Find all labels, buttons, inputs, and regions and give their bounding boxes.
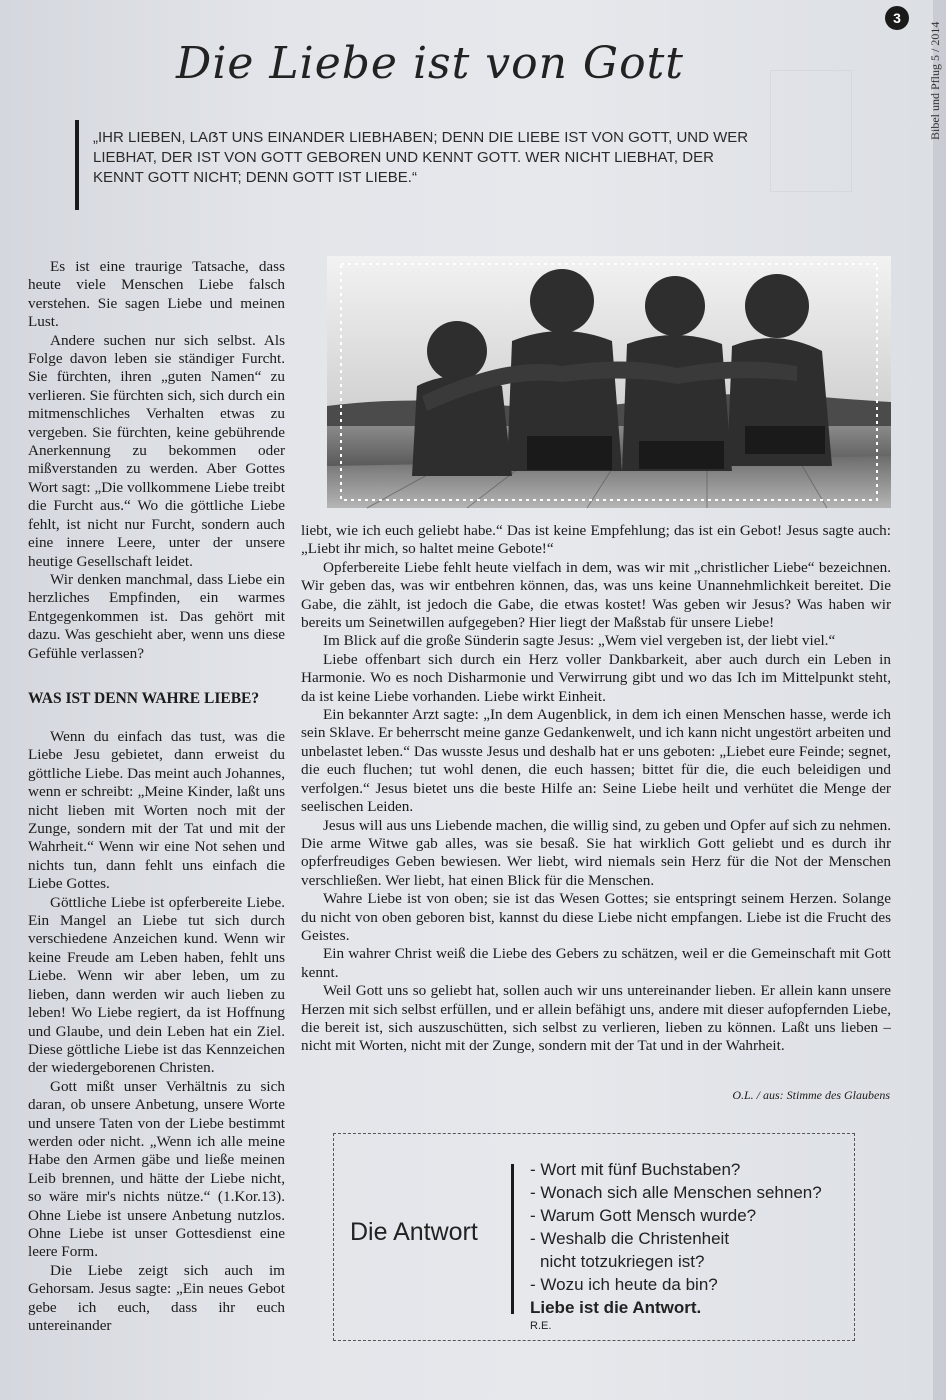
paragraph: Ein wahrer Christ weiß die Liebe des Gebers zu schätzen, weil er die Gemeinschaft mit Gott kennt. bbox=[301, 945, 891, 981]
article-title: Die Liebe ist von Gott bbox=[176, 38, 684, 89]
section-heading: WAS IST DENN WAHRE LIEBE? bbox=[28, 690, 260, 707]
answer-box-list bbox=[530, 1158, 850, 1333]
column-left-bottom bbox=[28, 728, 285, 1335]
paragraph: Liebe offenbart sich durch ein Herz voller Dankbarkeit, aber auch durch ein Leben in Harmonie. Wo es noch Disharmonie und Verwirrung gibt und wo das Ich im Mittelpunkt steht, da ist keine Liebe vorhanden. Liebe wirkt Einheit. bbox=[301, 650, 891, 705]
paragraph: Die Liebe zeigt sich auch im Gehorsam. Jesus sagte: „Ein neues Gebot gebe ich euch, dass ihr euch untereinander bbox=[28, 1261, 285, 1334]
paragraph: Göttliche Liebe ist opferbereite Liebe. Ein Mangel an Liebe tut sich durch verschiedene Anzeichen kund. Wenn wir keine Freude am Leben haben, fehlt uns Liebe. Wenn wir aber leben, um zu lieben, dann werden wir auch lieben zu leben! Wo Liebe regiert, da ist Hoffnung und Glaube, und dein Leben hat ein Ziel. Diese göttliche Liebe ist das Kennzeichen der wiedergeborenen Christen. bbox=[28, 893, 285, 1077]
article-attribution: O.L. / aus: Stimme des Glaubens bbox=[732, 1088, 890, 1102]
list-item: - Weshalb die Christenheit bbox=[530, 1229, 730, 1248]
page-number-badge: 3 bbox=[885, 6, 909, 30]
paragraph: Im Blick auf die große Sünderin sagte Jesus: „Wem viel vergeben ist, der liebt viel.“ bbox=[323, 632, 836, 650]
answer-box-title: Die Antwort bbox=[350, 1218, 478, 1246]
paragraph: Es ist eine traurige Tatsache, dass heute viele Menschen Liebe falsch verstehen. Sie sagen Liebe und meinen Lust. bbox=[28, 258, 285, 331]
lead-quote bbox=[75, 120, 753, 210]
paragraph: Ein bekannter Arzt sagte: „In dem Augenblick, in dem ich einen Menschen hasse, werde ich sein Sklave. Er beherrscht meine ganze Gedankenwelt, und ich kann nicht ungestört arbeiten und unbelastet leben.“ Das wusste Jesus und deshalb hat er uns geboten: „Liebet eure Feinde; segnet, die euch fluchen; tut wohl denen, die euch hassen; bittet für die, die euch beleidigen und verfolgen.“ Jesus bietet uns die beste Hilfe an: Seine Liebe heilt und verhütet die Menge der seelischen Leiden. bbox=[301, 706, 892, 816]
answer-box-divider bbox=[511, 1164, 514, 1314]
list-item: nicht totzukriegen ist? bbox=[540, 1252, 705, 1271]
list-item: - Wozu ich heute da bin? bbox=[530, 1275, 718, 1294]
paragraph: Andere suchen nur sich selbst. Als Folge davon leben sie ständiger Furcht. Sie fürchten, ihren „guten Namen“ zu verlieren. Sie fürchten sich, sich durch ein mitmenschliches Verhalten etwas zu vergeben. Sie fürchten, keine gebührende Anerkennung zu bekommen oder mißverstanden zu werden. Aber Gottes Wort sagt: „Die vollkommene Liebe treibt die Furcht aus.“ Wo die göttliche Liebe fehlt, ist nicht nur Furcht, sondern auch eine innere Leere, unter der unsere heutige Gesellschaft leidet. bbox=[28, 331, 285, 570]
column-right bbox=[301, 522, 891, 1056]
paragraph: Gott mißt unser Verhältnis zu sich daran, ob unsere Anbetung, unsere Worte und unsere Taten von der Liebe bestimmt werden oder nicht. „Wenn ich alle meine Habe den Armen gäbe und ließe meinen Leib brennen, und hätte der Liebe nicht, so wäre mir's nichts nütze.“ (1.Kor.13). Ohne Liebe ist unsere Anbetung nutzlos. Ohne Liebe ist unser Gottesdienst eine leere Form. bbox=[28, 1077, 285, 1261]
list-item: - Warum Gott Mensch wurde? bbox=[530, 1206, 757, 1225]
children-photo-illustration bbox=[327, 256, 891, 508]
box-signature: R.E. bbox=[530, 1320, 552, 1332]
column-left-top bbox=[28, 258, 285, 663]
children-photo bbox=[327, 256, 891, 508]
paragraph: Opferbereite Liebe fehlt heute vielfach in dem, was wir mit „christlicher Liebe“ bezeichnen. Wir geben das, was wir entbehren können, das, was uns keine Unannehmlichkeit bereitet. Die Gabe, die zählt, ist jedoch die Gabe, die etwas kostet! Was geben wir Jesus? Was haben wir bereits um Seinetwillen aufgegeben? Hier liegt der Maßstab für unsere Liebe! bbox=[301, 558, 891, 632]
list-item: - Wort mit fünf Buchstaben? bbox=[530, 1160, 741, 1179]
paragraph: liebt, wie ich euch geliebt habe.“ Das ist keine Empfehlung; das ist ein Gebot! Jesus sagte auch: „Liebt ihr mich, so haltet meine Gebote!“ bbox=[301, 522, 891, 558]
paragraph: Wahre Liebe ist von oben; sie ist das Wesen Gottes; sie entspringt seinem Herzen. Solange du nicht von oben geboren bist, kannst du diese Liebe nicht empfangen. Liebe ist die Frucht des Geistes. bbox=[301, 890, 891, 944]
paragraph: Wir denken manchmal, dass Liebe ein herzliches Empfinden, ein warmes Entgegenkommen ist. Das gehört mit dazu. Was geschieht aber, wenn uns diese Gefühle verlassen? bbox=[28, 570, 285, 662]
paragraph: Weil Gott uns so geliebt hat, sollen auch wir uns untereinander lieben. Er allein kann unsere Herzen mit sich selbst erfüllen, und er allein befähigt uns, andere mit dieser aufopfernden Liebe, die bereit ist, sich auszuschütten, sich selbst zu verlieren, lieben zu können. Laßt uns lieben – nicht mit Worten, nicht mit der Zunge, sondern mit der Tat und in der Wahrheit. bbox=[301, 982, 891, 1055]
paragraph: Wenn du einfach das tust, was die Liebe Jesu gebietet, dann erweist du göttliche Liebe. Das meint auch Johannes, wenn er schreibt: „Meine Kinder, laßt uns nicht lieben mit Worten noch mit der Zunge, sondern mit der Tat und mit der Wahrheit.“ Wenn wir eine Not sehen und nichts tun, dann fehlt uns einfach die Liebe Gottes. bbox=[28, 728, 285, 893]
lead-quote-text: „IHR LIEBEN, LAẞT UNS EINANDER LIEBHABEN; DENN DIE LIEBE IST VON GOTT, UND WER LIEBHAT, DER IST VON GOTT GEBOREN UND KENNT GOTT. WER NICHT LIEBHAT, DER KENNT GOTT NICHT; DENN GOTT IST LIEBE.“ bbox=[93, 129, 749, 186]
paragraph: Jesus will aus uns Liebende machen, die willig sind, zu geben und Opfer auf sich zu nehmen. Die arme Witwe gab alles, was sie besaß. Sie hat wirklich Gott geliebt und es durch ihr opferfreudiges Geben bewiesen. Wer liebt, wird niemals sein Herz für die Not der Menschen verschließen. Wer liebt, hat einen Blick für die Menschen. bbox=[301, 816, 891, 889]
list-item: - Wonach sich alle Menschen sehnen? bbox=[530, 1183, 822, 1202]
answer-box bbox=[333, 1133, 855, 1341]
answer-line: Liebe ist die Antwort. bbox=[530, 1298, 702, 1317]
side-reference: Bibel und Pflug 5 / 2014 bbox=[928, 21, 942, 140]
background-ghost-print bbox=[770, 70, 852, 192]
